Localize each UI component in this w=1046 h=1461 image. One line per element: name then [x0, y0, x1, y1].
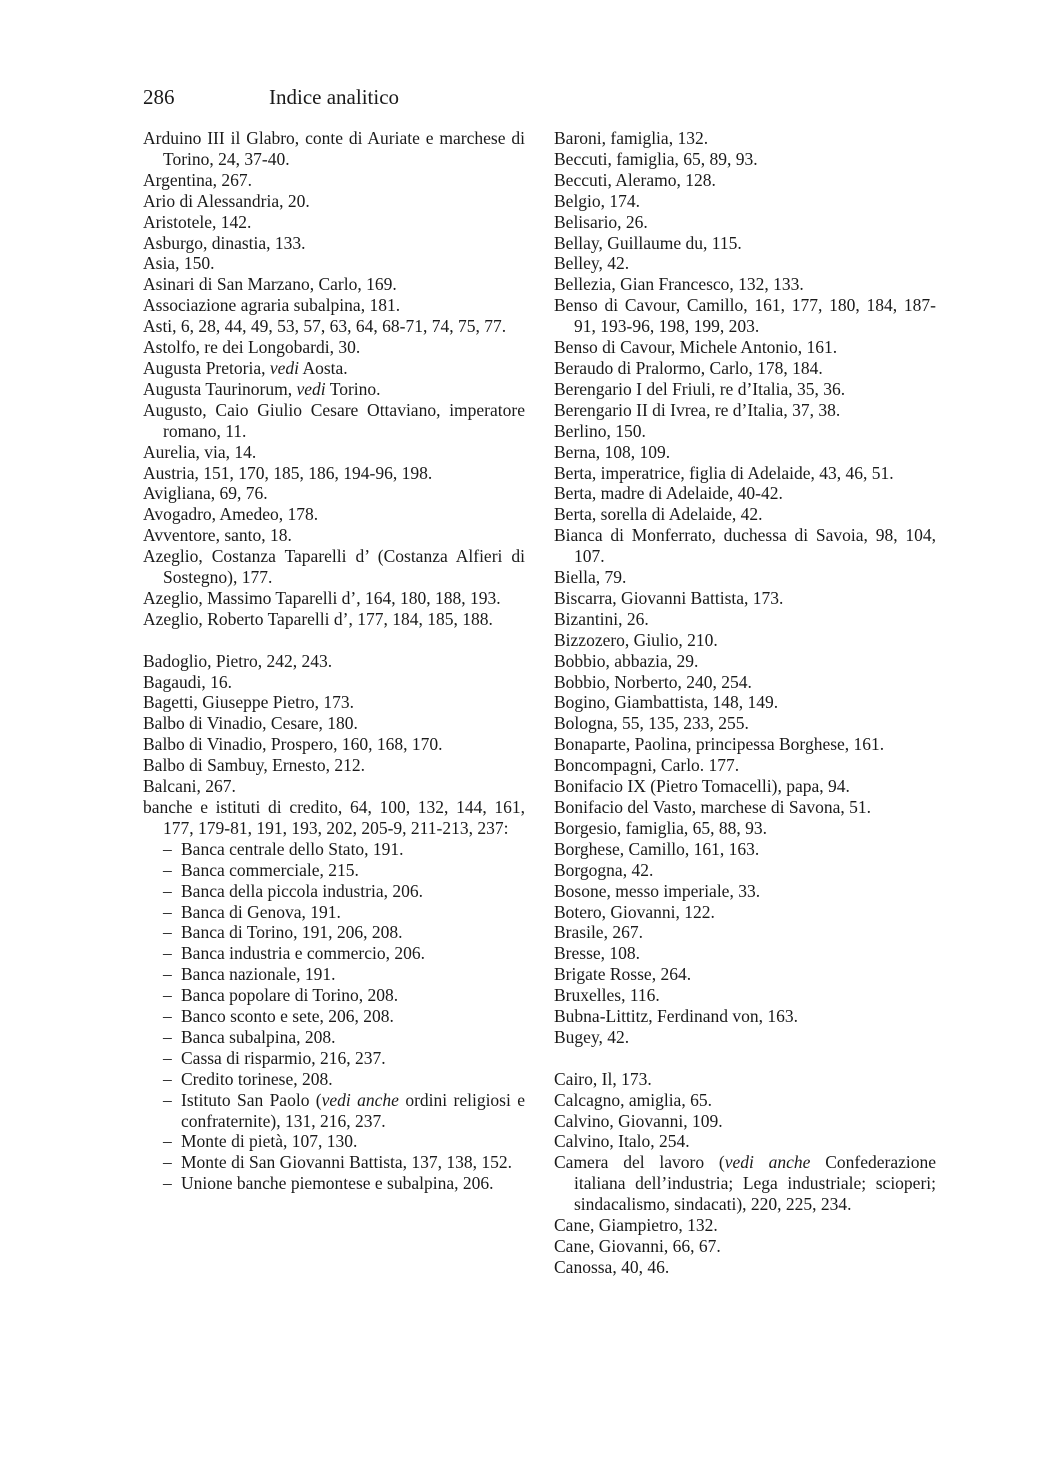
sub-entry	[143, 1173, 525, 1194]
dash-marker: –	[163, 838, 172, 859]
index-entry: Beccuti, Aleramo, 128.	[554, 169, 716, 190]
index-entry: Balcani, 267.	[143, 776, 236, 797]
index-entry: Azeglio, Costanza Taparelli d’ (Costanza Alfieri di Sostegno), 177.	[143, 546, 525, 588]
dash-marker: –	[163, 1047, 172, 1068]
index-entry: Ario di Alessandria, 20.	[143, 190, 310, 211]
index-entry: Associazione agraria subalpina, 181.	[143, 295, 401, 316]
index-entry: Bruxelles, 116.	[554, 985, 660, 1006]
index-entry: Biella, 79.	[554, 567, 627, 588]
sub-entry	[143, 943, 525, 964]
page-header	[143, 82, 399, 112]
sub-entry-text: Cassa di risparmio, 216, 237.	[181, 1047, 386, 1068]
sub-entry-text: Banca di Torino, 191, 206, 208.	[181, 922, 403, 943]
index-entry: Aurelia, via, 14.	[143, 441, 257, 462]
index-entry: Badoglio, Pietro, 242, 243.	[143, 650, 333, 671]
index-entry: Berta, madre di Adelaide, 40-42.	[554, 483, 783, 504]
index-entry: Balbo di Vinadio, Cesare, 180.	[143, 713, 358, 734]
index-entry: Calvino, Italo, 254.	[554, 1131, 690, 1152]
index-entry: Benso di Cavour, Michele Antonio, 161.	[554, 337, 838, 358]
index-entry: Calcagno, amiglia, 65.	[554, 1089, 712, 1110]
index-entry: Asburgo, dinastia, 133.	[143, 232, 306, 253]
dash-marker: –	[163, 1089, 172, 1110]
section-gap	[143, 630, 525, 651]
sub-entry	[143, 860, 525, 881]
page-title: Indice analitico	[269, 85, 400, 109]
index-entry: Augusto, Caio Giulio Cesare Ottaviano, imperatore romano, 11.	[143, 399, 525, 441]
index-entry: Biscarra, Giovanni Battista, 173.	[554, 587, 784, 608]
see-reference: vedi	[296, 378, 326, 399]
sub-entry-text: Banca subalpina, 208.	[181, 1026, 336, 1047]
index-entry: Avigliana, 69, 76.	[143, 483, 268, 504]
index-entry: Bobbio, Norberto, 240, 254.	[554, 671, 752, 692]
dash-marker: –	[163, 964, 172, 985]
index-entry: Berna, 108, 109.	[554, 441, 671, 462]
sub-entry	[143, 922, 525, 943]
dash-marker: –	[163, 1173, 172, 1194]
index-entry: Cane, Giampietro, 132.	[554, 1215, 718, 1236]
index-entry: Avogadro, Amedeo, 178.	[143, 504, 319, 525]
index-entry: Astolfo, re dei Longobardi, 30.	[143, 337, 361, 358]
index-entry: Cane, Giovanni, 66, 67.	[554, 1236, 721, 1257]
page-number: 286	[143, 85, 175, 109]
sub-entry	[143, 1048, 525, 1069]
index-entry: Asinari di San Marzano, Carlo, 169.	[143, 274, 397, 295]
sub-entry	[143, 985, 525, 1006]
dash-marker: –	[163, 880, 172, 901]
sub-entry-text: Unione banche piemontese e subalpina, 206.	[181, 1173, 494, 1194]
index-entry: Austria, 151, 170, 185, 186, 194-96, 198.	[143, 462, 433, 483]
index-entry: Arduino III il Glabro, conte di Auriate e marchese di Torino, 24, 37-40.	[143, 128, 525, 169]
index-entry: Bianca di Monferrato, duchessa di Savoia, 98, 104, 107.	[554, 525, 936, 567]
index-entry: Bobbio, abbazia, 29.	[554, 650, 699, 671]
sub-entry-text: Banca popolare di Torino, 208.	[181, 985, 399, 1006]
index-entry: Brasile, 267.	[554, 922, 643, 943]
dash-marker: –	[163, 1068, 172, 1089]
index-entry: Beraudo di Pralormo, Carlo, 178, 184.	[554, 357, 823, 378]
see-reference: vedi	[269, 357, 300, 378]
index-entry: Brigate Rosse, 264.	[554, 964, 692, 985]
dash-marker: –	[163, 943, 172, 964]
index-entry: Argentina, 267.	[143, 169, 253, 190]
index-entry: Bogino, Giambattista, 148, 149.	[554, 692, 779, 713]
sub-entry-text: Banca della piccola industria, 206.	[181, 880, 424, 901]
dash-marker: –	[163, 985, 172, 1006]
index-entry: Azeglio, Roberto Taparelli d’, 177, 184, 185, 188.	[143, 608, 493, 629]
sub-entry-text: Monte di San Giovanni Battista, 137, 138, 152.	[181, 1152, 513, 1173]
sub-entry-istituto-san-paolo	[143, 1090, 525, 1132]
left-column	[143, 128, 525, 1194]
sub-entry	[143, 881, 525, 902]
index-entry: Berengario I del Friuli, re d’Italia, 35, 36.	[554, 378, 846, 399]
index-entry: Beccuti, famiglia, 65, 89, 93.	[554, 148, 758, 169]
dash-marker: –	[163, 1152, 172, 1173]
index-entry: Avventore, santo, 18.	[143, 525, 292, 546]
index-entry: Baroni, famiglia, 132.	[554, 128, 709, 148]
sub-entry	[143, 1006, 525, 1027]
index-entry-camera-del-lavoro	[554, 1152, 936, 1215]
reference-target: Torino.	[329, 378, 381, 399]
index-entry: Boncompagni, Carlo. 177.	[554, 755, 740, 776]
index-entry: Bagetti, Giuseppe Pietro, 173.	[143, 692, 354, 713]
sub-entry-text: Credito torinese, 208.	[181, 1068, 333, 1089]
index-entry: Bonifacio del Vasto, marchese di Savona, 51.	[554, 797, 872, 817]
sub-entry-text: ordini religiosi e confraternite), 131, 216, 237.	[181, 1089, 525, 1131]
index-entry: Balbo di Vinadio, Prospero, 160, 168, 170.	[143, 734, 443, 755]
reference-target: Aosta.	[302, 357, 348, 378]
index-entry: Aristotele, 142.	[143, 211, 252, 232]
index-entry: Bellezia, Gian Francesco, 132, 133.	[554, 274, 804, 295]
index-entry: Bologna, 55, 135, 233, 255.	[554, 713, 749, 734]
index-entry: Asti, 6, 28, 44, 49, 53, 57, 63, 64, 68-71, 74, 75, 77.	[143, 316, 507, 337]
entry-name: Augusta Taurinorum,	[143, 378, 293, 399]
index-entry: Berlino, 150.	[554, 420, 646, 441]
index-entry-banche: banche e istituti di credito, 64, 100, 132, 144, 161, 177, 179-81, 191, 193, 202, 205-9, 211-213, 237:	[143, 796, 525, 838]
index-entry: Bagaudi, 16.	[143, 671, 232, 692]
sub-entry-text: Banca di Genova, 191.	[181, 901, 341, 922]
index-entry-augusta-taurinorum	[143, 379, 525, 400]
see-also-reference: vedi anche	[724, 1152, 811, 1173]
index-entry: Borgogna, 42.	[554, 859, 654, 880]
sub-entry	[143, 839, 525, 860]
sub-entry-text: Banca centrale dello Stato, 191.	[181, 838, 404, 859]
index-entry: Bosone, messo imperiale, 33.	[554, 880, 761, 901]
dash-marker: –	[163, 901, 172, 922]
index-entry: Borgesio, famiglia, 65, 88, 93.	[554, 817, 768, 838]
index-entry: Azeglio, Massimo Taparelli d’, 164, 180, 188, 193.	[143, 587, 501, 608]
index-entry: Cairo, Il, 173.	[554, 1068, 652, 1089]
dash-marker: –	[163, 859, 172, 880]
index-entry: Belley, 42.	[554, 253, 630, 274]
sub-entry	[143, 1069, 525, 1090]
index-entry: Calvino, Giovanni, 109.	[554, 1110, 723, 1131]
sub-entry	[143, 1131, 525, 1152]
section-gap	[554, 1048, 936, 1069]
index-entry: Canossa, 40, 46.	[554, 1256, 670, 1277]
entry-text: Camera del lavoro (	[554, 1152, 725, 1173]
index-entry: Berta, sorella di Adelaide, 42.	[554, 504, 763, 525]
index-entry: Bellay, Guillaume du, 115.	[554, 232, 742, 253]
entry-text: Confederazione italiana dell’industria; Lega industriale; scioperi; sindacalismo, sindacati), 220, 225, 234.	[574, 1152, 937, 1215]
index-entry: Asia, 150.	[143, 253, 215, 274]
index-entry: Benso di Cavour, Camillo, 161, 177, 180, 184, 187-91, 193-96, 198, 199, 203.	[554, 295, 936, 337]
index-entry-augusta-pretoria	[143, 358, 525, 379]
sub-entry-text: Banca commerciale, 215.	[181, 859, 359, 880]
index-entry: Bubna-Littitz, Ferdinand von, 163.	[554, 1006, 798, 1027]
sub-entry-text: Banca industria e commercio, 206.	[181, 943, 425, 964]
sub-entry-text: Banca nazionale, 191.	[181, 964, 336, 985]
index-entry: Berengario II di Ivrea, re d’Italia, 37, 38.	[554, 399, 841, 420]
index-entry: Botero, Giovanni, 122.	[554, 901, 715, 922]
dash-marker: –	[163, 1131, 172, 1152]
index-entry: Belgio, 174.	[554, 190, 641, 211]
sub-entry-text: Monte di pietà, 107, 130.	[181, 1131, 358, 1152]
index-entry: Bizantini, 26.	[554, 608, 649, 629]
index-entry: Bonifacio IX (Pietro Tomacelli), papa, 94.	[554, 776, 850, 797]
index-entry: Bizzozero, Giulio, 210.	[554, 629, 718, 650]
sub-entry-text: Banco sconto e sete, 206, 208.	[181, 1006, 394, 1027]
sub-entry-text: Istituto San Paolo (	[181, 1089, 322, 1110]
index-entry: Bresse, 108.	[554, 943, 641, 964]
index-entry: Berta, imperatrice, figlia di Adelaide, 43, 46, 51.	[554, 462, 894, 483]
entry-name: Augusta Pretoria,	[143, 357, 266, 378]
sub-entry	[143, 964, 525, 985]
index-entry: Borghese, Camillo, 161, 163.	[554, 838, 760, 859]
index-entry: Balbo di Sambuy, Ernesto, 212.	[143, 755, 365, 776]
dash-marker: –	[163, 922, 172, 943]
index-entry: Belisario, 26.	[554, 211, 648, 232]
right-column	[554, 128, 936, 1278]
index-entry: Bonaparte, Paolina, principessa Borghese, 161.	[554, 734, 885, 755]
see-also-reference: vedi anche	[321, 1089, 399, 1110]
index-entry: Bugey, 42.	[554, 1026, 630, 1047]
sub-entry	[143, 1027, 525, 1048]
sub-entry	[143, 902, 525, 923]
dash-marker: –	[163, 1006, 172, 1027]
dash-marker: –	[163, 1026, 172, 1047]
sub-entry	[143, 1152, 525, 1173]
